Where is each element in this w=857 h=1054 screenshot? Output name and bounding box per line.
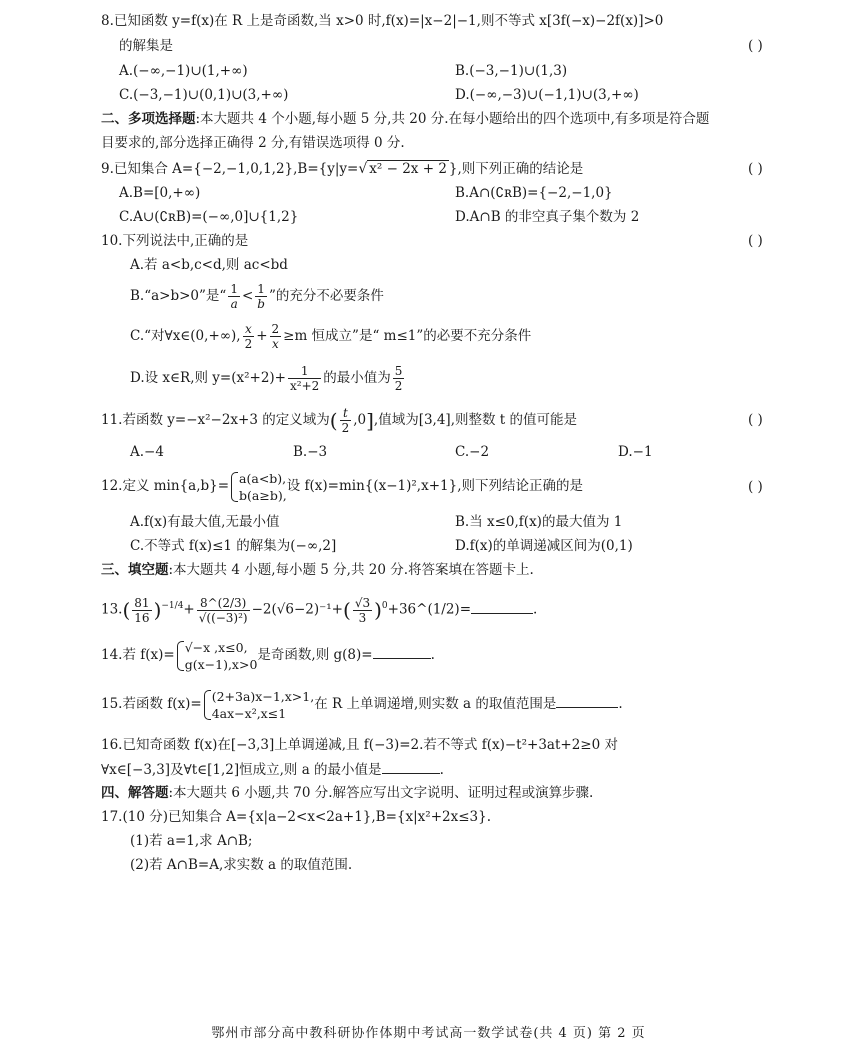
q13-frac1: $\frac{81}{16}$ xyxy=(134,595,150,625)
section2-text-a: :本大题共 4 个小题,每小题 5 分,共 20 分.在每小题给出的四个选项中,有多项是符合题 xyxy=(195,111,710,127)
q11-option-b: B.−3 xyxy=(293,444,328,460)
q16-line1: 16.已知奇函数 f(x)在[−3,3]上单调递减,且 f(−3)=2.若不等式 f(x)−t²+3at+2≥0 对 xyxy=(101,737,618,753)
q11-domain-tail: ,0 xyxy=(353,412,367,428)
q13-plus1: + xyxy=(183,601,195,618)
section3-heading: 三、填空题 xyxy=(101,562,169,578)
q10-b-post: ”的充分不必要条件 xyxy=(268,288,384,304)
q13-answer-blank[interactable] xyxy=(471,600,533,614)
q10-c-pre: C.“对∀x∈(0,+∞), xyxy=(130,328,241,344)
q14-post: 是奇函数,则 g(8)= xyxy=(257,647,373,663)
q10-c-plus: + xyxy=(256,328,268,344)
q11-option-d: D.−1 xyxy=(618,444,653,460)
q17-part1: (1)若 a=1,求 A∩B; xyxy=(130,833,253,849)
section4-text: :本大题共 6 小题,共 70 分.解答应写出文字说明、证明过程或演算步骤. xyxy=(168,785,594,801)
q15-piecewise xyxy=(202,688,314,722)
q12-stem-pre: 12.定义 min{a,b}= xyxy=(101,478,230,494)
q9-option-a: A.B=[0,+∞) xyxy=(119,185,201,201)
q8-option-b: B.(−3,−1)∪(1,3) xyxy=(455,63,568,79)
q13-exp3: 0 xyxy=(381,601,388,611)
q16-line2: ∀x∈[−3,3]及∀t∈[1,2]恒成立,则 a 的最小值是 . xyxy=(101,762,444,778)
q8-option-c: C.(−3,−1)∪(0,1)∪(3,+∞) xyxy=(119,87,289,103)
q9-stem: 9.已知集合 A={−2,−1,0,1,2},B={y|y=√ x² − 2x + 2 },则下列正确的结论是 xyxy=(101,161,584,177)
q11-domain-frac: $\frac{t}{2}$ xyxy=(341,406,350,435)
q16-answer-blank[interactable] xyxy=(382,760,440,774)
q10-d-mid: 的最小值为 xyxy=(323,370,391,386)
section4-line xyxy=(101,784,593,802)
q11-answer-paren: ( ) xyxy=(748,412,763,428)
q11-stem-post: ,值域为[3,4],则整数 t 的值可能是 xyxy=(373,412,577,428)
q10-d-frac2: $\frac{5}{2}$ xyxy=(394,364,403,393)
q10-option-a: A.若 a<b,c<d,则 ac<bd xyxy=(130,257,288,273)
q8-option-d: D.(−∞,−3)∪(−1,1)∪(3,+∞) xyxy=(455,87,639,103)
q8-option-a: A.(−∞,−1)∪(1,+∞) xyxy=(119,63,248,79)
q10-d-pre: D.设 x∈R,则 y=(x²+2)+ xyxy=(130,370,286,386)
q9-option-b: B.A∩(∁ʀB)={−2,−1,0} xyxy=(455,185,613,201)
q11-option-a: A.−4 xyxy=(130,444,164,460)
q9-sqrt-radicand: x² − 2x + 2 xyxy=(369,161,447,177)
q15-stem: 15.若函数 f(x)= (2+3a)x−1,x>1, 4ax−x²,x≤1 在 R 上单调递增,则实数 a 的取值范围是 . xyxy=(101,688,623,721)
q14-answer-blank[interactable] xyxy=(373,645,431,659)
q8-stem-line2: 的解集是 xyxy=(119,38,173,54)
q15-case2: 4ax−x²,x≤1 xyxy=(211,705,287,721)
q14-case1: √−x ,x≤0, xyxy=(184,639,248,655)
q8-answer-paren: ( ) xyxy=(748,38,763,54)
q12-option-c: C.不等式 f(x)≤1 的解集为(−∞,2] xyxy=(130,538,337,554)
section2-text-b: 目要求的,部分选择正确得 2 分,有错误选项得 0 分. xyxy=(101,135,405,151)
section3-line xyxy=(101,561,534,579)
page-footer: 鄂州市部分高中教科研协作体期中考试高一数学试卷(共 4 页) 第 2 页 xyxy=(211,1026,646,1041)
q13-frac3: $\frac{√3}{3}$ xyxy=(354,595,371,625)
q12-piecewise xyxy=(229,470,287,504)
q12-stem-post: 设 f(x)=min{(x−1)²,x+1},则下列结论正确的是 xyxy=(286,478,583,494)
section2-heading: 二、多项选择题 xyxy=(101,111,196,127)
q10-option-c xyxy=(130,318,531,354)
q14-pre: 14.若 f(x)= xyxy=(101,647,175,663)
q15-post: 在 R 上单调递增,则实数 a 的取值范围是 xyxy=(314,696,557,712)
q12-option-a: A.f(x)有最大值,无最小值 xyxy=(130,514,280,530)
q12-answer-paren: ( ) xyxy=(748,479,763,495)
q11-option-c: C.−2 xyxy=(455,444,490,460)
q10-b-lt: < xyxy=(241,288,254,304)
q13-expression: 13.( $\frac{81}{16}$ )$^{-1/4}$+ $\frac{8\^{}(2/3)}{\text{√((−3)²)}}$ −2(√6−2)⁻¹+( $\frac{√3}{3}$ )$^0$+36^(1/2)= . xyxy=(101,595,538,625)
q10-b-frac2: $\frac{1}{b}$ xyxy=(257,282,265,311)
q10-answer-paren: ( ) xyxy=(748,233,763,249)
q10-option-b xyxy=(130,278,384,314)
q15-case1: (2+3a)x−1,x>1, xyxy=(211,688,315,704)
q11-stem: 11.若函数 y=−x²−2x+3 的定义域为( $\frac{t}{2}$ ,0],值域为[3,4],则整数 t 的值可能是 xyxy=(101,406,577,435)
q10-d-frac1: $\frac{1}{\text{x²+2}}$ xyxy=(290,364,320,393)
q10-b-frac1: $\frac{1}{a}$ xyxy=(230,282,238,311)
q13-mid: −2(√6−2)⁻¹+ xyxy=(251,601,343,618)
q10-b-pre: B.“a>b>0”是“ xyxy=(130,288,227,304)
q17-part2: (2)若 A∩B=A,求实数 a 的取值范围. xyxy=(130,857,353,873)
q9-stem-pre: 9.已知集合 A={−2,−1,0,1,2},B={y|y= xyxy=(101,161,359,177)
q8-stem-line1: 8.已知函数 y=f(x)在 R 上是奇函数,当 x>0 时,f(x)=|x−2|−1,则不等式 x[3f(−x)−2f(x)]>0 xyxy=(101,13,664,29)
q16-line2-pre: ∀x∈[−3,3]及∀t∈[1,2]恒成立,则 a 的最小值是 xyxy=(101,762,382,778)
q17-stem: 17.(10 分)已知集合 A={x|a−2<x<2a+1},B={x|x²+2x≤3}. xyxy=(101,809,491,825)
section3-text: :本大题共 4 小题,每小题 5 分,共 20 分.将答案填在答题卡上. xyxy=(168,562,534,578)
section4-heading: 四、解答题 xyxy=(101,785,169,801)
q15-pre: 15.若函数 f(x)= xyxy=(101,696,202,712)
q14-stem: 14.若 f(x)= √−x ,x≤0, g(x−1),x>0 是奇函数,则 g(8)= . xyxy=(101,639,435,672)
q12-stem xyxy=(101,467,583,505)
q13-exp1: −1/4 xyxy=(161,601,184,611)
q12-option-d: D.f(x)的单调递减区间为(0,1) xyxy=(455,538,633,554)
q9-option-d: D.A∩B 的非空真子集个数为 2 xyxy=(455,209,640,225)
q12-case1: a(a<b), xyxy=(239,470,287,486)
q14-case2: g(x−1),x>0 xyxy=(184,656,258,672)
q15-answer-blank[interactable] xyxy=(556,694,618,708)
section2-line1 xyxy=(101,110,709,128)
q12-option-b: B.当 x≤0,f(x)的最大值为 1 xyxy=(455,514,623,530)
q12-case2: b(a≥b), xyxy=(239,487,287,503)
q11-stem-pre: 11.若函数 y=−x²−2x+3 的定义域为 xyxy=(101,412,330,428)
q13-frac2: $\frac{8\^{}(2/3)}{\text{√((−3)²)}}$ xyxy=(198,595,248,625)
q10-option-d xyxy=(130,360,406,396)
q9-answer-paren: ( ) xyxy=(748,161,763,177)
q13-tail: +36^(1/2)= xyxy=(387,601,472,618)
q9-stem-post: },则下列正确的结论是 xyxy=(448,161,584,177)
q10-stem: 10.下列说法中,正确的是 xyxy=(101,233,249,249)
q9-option-c: C.A∪(∁ʀB)=(−∞,0]∪{1,2} xyxy=(119,209,299,225)
q13-number: 13. xyxy=(101,601,123,618)
q14-piecewise xyxy=(175,639,258,673)
q10-c-frac2: $\frac{2}{x}$ xyxy=(271,322,280,351)
q10-c-frac1: $\frac{x}{2}$ xyxy=(244,322,253,351)
q10-c-post: ≥m 恒成立”是“ m≤1”的必要不充分条件 xyxy=(283,328,532,344)
